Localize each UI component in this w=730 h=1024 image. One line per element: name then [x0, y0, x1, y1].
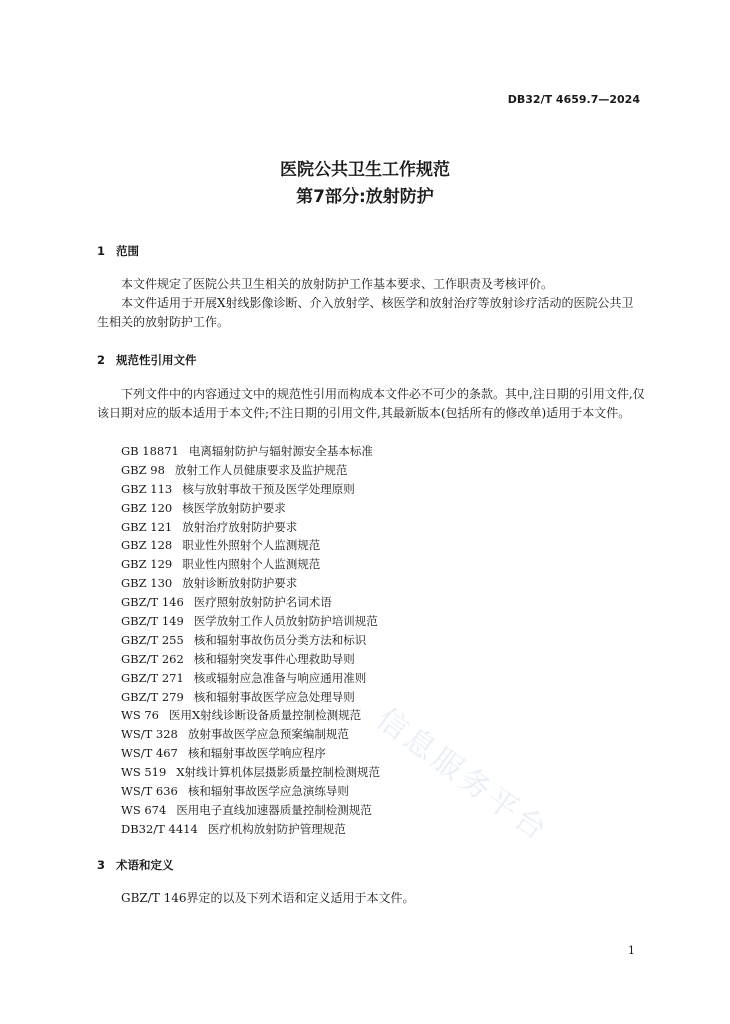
reference-code: WS/T 467	[121, 746, 178, 761]
reference-name: 核与放射事故干预及医学处理原则	[182, 481, 355, 496]
section-2-number: 2	[97, 353, 106, 367]
reference-code: GBZ/T 271	[121, 670, 184, 685]
reference-code: DB32/T 4414	[121, 821, 198, 836]
reference-name: 医疗照射放射防护名词术语	[193, 595, 332, 610]
reference-code: WS 76	[121, 708, 159, 723]
reference-item	[121, 461, 380, 480]
page-number: 1	[628, 944, 635, 957]
reference-item	[121, 706, 380, 725]
watermark-text: 信息服务平台	[369, 701, 556, 850]
title-line-2: 第7部分:放射防护	[296, 187, 434, 207]
section-1-heading	[97, 243, 139, 259]
reference-item	[121, 518, 380, 537]
reference-code: GBZ 120	[121, 500, 173, 515]
reference-item	[121, 555, 380, 574]
reference-item	[121, 593, 380, 612]
reference-item	[121, 744, 380, 763]
reference-name: 核和辐射事故医学应急处理导则	[193, 689, 355, 704]
reference-name: 医用X射线诊断设备质量控制检测规范	[169, 708, 362, 723]
section-2-title: 规范性引用文件	[116, 353, 197, 367]
reference-item	[121, 480, 380, 499]
section-1-paragraph-1: 本文件规定了医院公共卫生相关的放射防护工作基本要求、工作职责及考核评价。	[121, 277, 554, 291]
reference-code: GBZ/T 262	[121, 651, 184, 666]
section-3-title: 术语和定义	[116, 858, 174, 872]
section-1-number: 1	[97, 244, 106, 258]
reference-code: WS 519	[121, 765, 167, 780]
reference-name: 放射事故医学应急预案编制规范	[187, 727, 349, 742]
reference-name: 核和辐射事故医学响应程序	[187, 746, 326, 761]
reference-name: 放射工作人员健康要求及监护规范	[174, 462, 348, 477]
reference-name: 核或辐射应急准备与响应通用准则	[193, 670, 367, 685]
reference-name: 职业性外照射个人监测规范	[182, 538, 321, 553]
reference-code: GBZ 130	[121, 576, 173, 591]
reference-code: GBZ 121	[121, 519, 173, 534]
reference-code: WS/T 328	[121, 727, 178, 742]
standard-code: DB32/T 4659.7—2024	[507, 93, 640, 106]
reference-list	[121, 442, 380, 839]
reference-item	[121, 574, 380, 593]
reference-code: GBZ/T 149	[121, 614, 184, 629]
reference-name: 核和辐射突发事件心理救助导则	[193, 651, 355, 666]
section-2-heading	[97, 352, 197, 368]
reference-name: 电离辐射防护与辐射源安全基本标准	[188, 444, 373, 458]
reference-name: 核和辐射事故医学应急演练导则	[187, 784, 349, 799]
reference-name: 医疗机构放射防护管理规范	[207, 821, 346, 836]
reference-code: WS 674	[121, 802, 167, 817]
reference-code: GBZ/T 146	[121, 595, 184, 610]
reference-item	[121, 442, 380, 461]
reference-item	[121, 536, 380, 555]
reference-item	[121, 820, 380, 839]
reference-name: 放射诊断放射防护要求	[182, 576, 298, 591]
reference-item	[121, 631, 380, 650]
reference-item	[121, 725, 380, 744]
reference-item	[121, 669, 380, 688]
title-line-1: 医院公共卫生工作规范	[280, 160, 450, 180]
section-3-heading	[97, 857, 174, 873]
reference-name: 医用电子直线加速器质量控制检测规范	[176, 802, 372, 817]
document-title	[0, 157, 730, 211]
reference-item	[121, 612, 380, 631]
reference-item	[121, 688, 380, 707]
reference-name: 职业性内照射个人监测规范	[182, 557, 321, 572]
section-2-paragraph-1: 下列文件中的内容通过文中的规范性引用而构成本文件必不可少的条款。其中,注日期的引用文件,仅该日期对应的版本适用于本文件;不注日期的引用文件,其最新版本(包括所有的修改单)适用于本文件。	[97, 387, 645, 420]
reference-item	[121, 801, 380, 820]
section-1-title: 范围	[116, 244, 139, 258]
section-1-paragraph-2: 本文件适用于开展X射线影像诊断、介入放射学、核医学和放射治疗等放射诊疗活动的医院公共卫生相关的放射防护工作。	[97, 296, 634, 329]
section-3-number: 3	[97, 858, 106, 872]
reference-name: X射线计算机体层摄影质量控制检测规范	[176, 765, 380, 780]
reference-item	[121, 650, 380, 669]
reference-code: GBZ 98	[121, 462, 165, 477]
section-3-paragraph-1: GBZ/T 146界定的以及下列术语和定义适用于本文件。	[121, 891, 415, 905]
reference-code: GBZ 113	[121, 481, 173, 496]
reference-name: 核和辐射事故伤员分类方法和标识	[193, 632, 367, 647]
reference-code: GBZ 129	[121, 557, 173, 572]
reference-item	[121, 782, 380, 801]
reference-name: 放射治疗放射防护要求	[182, 519, 298, 534]
reference-name: 医学放射工作人员放射防护培训规范	[193, 614, 378, 629]
reference-name: 核医学放射防护要求	[182, 500, 286, 515]
reference-item	[121, 763, 380, 782]
reference-code: GBZ 128	[121, 538, 173, 553]
reference-code: GBZ/T 279	[121, 689, 184, 704]
reference-code: GB 18871	[121, 444, 179, 458]
reference-code: GBZ/T 255	[121, 632, 184, 647]
reference-item	[121, 499, 380, 518]
reference-code: WS/T 636	[121, 784, 178, 799]
